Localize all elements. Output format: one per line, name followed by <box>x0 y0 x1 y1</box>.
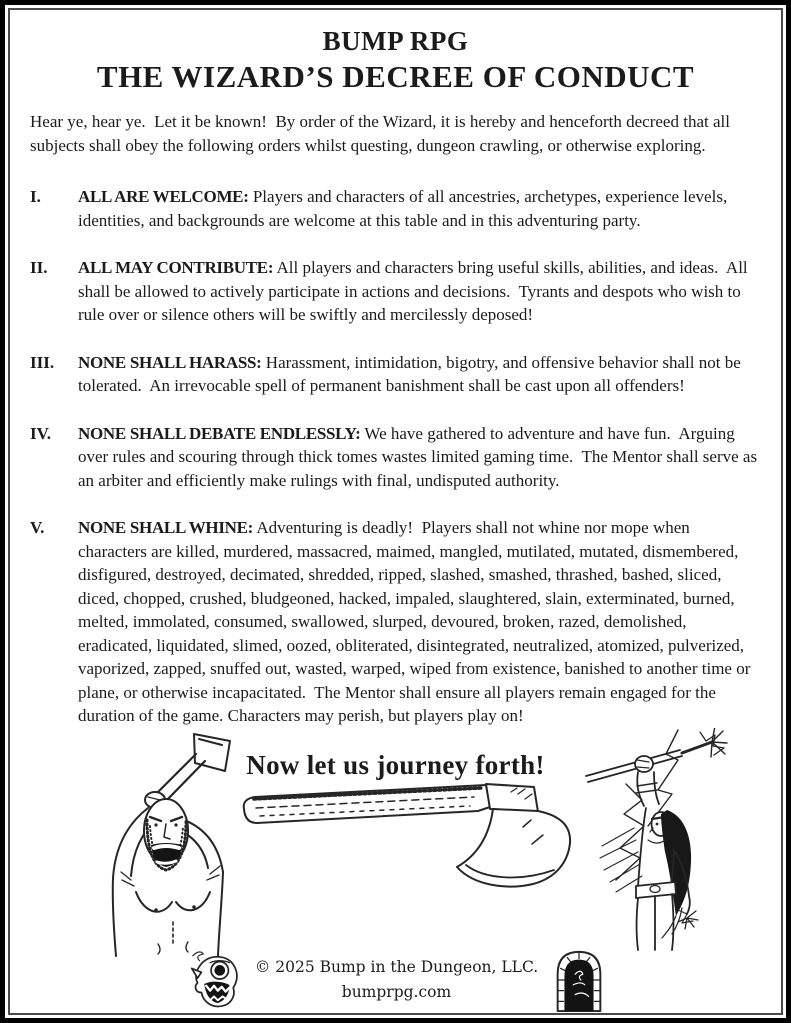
list-item <box>30 422 761 493</box>
item-title: ALL MAY CONTRIBUTE: <box>78 258 274 277</box>
item-title: NONE SHALL HARASS: <box>78 352 262 372</box>
wizard-lightning-illustration <box>582 728 740 954</box>
item-body: Adventuring is deadly! Players shall not whine nor mope when characters are killed, murdered, massacred, maimed, mangled, mutilated, mutated, dismembered, disfigured, destroyed, decimated, shredded, ripped, slashed, smashed, thrashed, bashed, sliced, diced, chopped, crushed, bludgeoned, hacked, impaled, slaughtered, slain, exterminated, burned, melted, immolated, consumed, swallowed, slurped, devoured, broken, razed, demolished, eradicated, liquidated, slimed, oozed, obliterated, disintegrated, neutralized, atomized, pulverized, vaporized, zapped, snuffed out, wasted, warped, wiped from existence, banished to another time or plane, or otherwise incapacitated. The Mentor shall ensure all players remain engaged for the duration of the game. Characters may perish, but players play on! <box>78 518 755 725</box>
page-title-line1: BUMP RPG <box>322 26 469 56</box>
item-text <box>78 516 761 728</box>
decree-list <box>30 185 761 728</box>
page-title-line2: THE WIZARD’S DECREE OF CONDUCT <box>96 59 695 94</box>
horizontal-axe-illustration <box>236 782 576 894</box>
item-body: Players and characters of all ancestries, archetypes, experience levels, identities, and backgrounds are welcome at this table and in this adventuring party. <box>78 187 732 230</box>
item-numeral: III. <box>30 352 55 372</box>
intro-paragraph: Hear ye, hear ye. Let it be known! By order of the Wizard, it is hereby and henceforth decreed that all subjects shall obey the following orders whilst questing, dungeon crawling, or otherwise exploring. <box>30 112 735 155</box>
footer-text <box>255 955 538 1005</box>
item-text <box>78 185 761 232</box>
list-item <box>30 516 761 728</box>
item-title: NONE SHALL WHINE: <box>78 518 254 537</box>
list-item <box>30 256 761 327</box>
item-title: NONE SHALL DEBATE ENDLESSLY: <box>78 423 361 443</box>
item-body: All players and characters bring useful skills, abilities, and ideas. All shall be allowed to actively participate in actions and decisions. Tyrants and despots who wish to rule over or silence others will be swiftly and mercilessly deposed! <box>78 258 752 324</box>
barbarian-axe-illustration <box>98 730 246 958</box>
website-url: bumprpg.com <box>341 983 452 1001</box>
item-text <box>78 256 761 327</box>
screaming-monster-icon <box>185 950 241 1010</box>
item-numeral: II. <box>30 258 48 277</box>
list-item <box>30 185 761 232</box>
callout-text: Now let us journey forth! <box>246 750 545 780</box>
item-numeral: V. <box>30 518 45 537</box>
item-text <box>78 422 761 493</box>
item-body: We have gathered to adventure and have fun. Arguing over rules and scouring through thick tomes wastes limited gaming time. The Mentor shall serve as an arbiter and efficiently make rulings with final, undisputed authority. <box>78 423 762 490</box>
item-body: Harassment, intimidation, bigotry, and offensive behavior shall not be tolerated. An irrevocable spell of permanent banishment shall be cast upon all offenders! <box>78 352 746 395</box>
copyright-line: © 2025 Bump in the Dungeon, LLC. <box>254 958 539 976</box>
item-numeral: IV. <box>30 423 51 443</box>
item-text <box>78 351 761 398</box>
footer <box>0 947 791 1013</box>
dungeon-door-icon <box>552 947 606 1013</box>
illustration-band <box>10 728 781 960</box>
item-numeral: I. <box>30 187 41 206</box>
list-item <box>30 351 761 398</box>
document-content <box>30 24 761 728</box>
item-title: ALL ARE WELCOME: <box>78 187 249 206</box>
